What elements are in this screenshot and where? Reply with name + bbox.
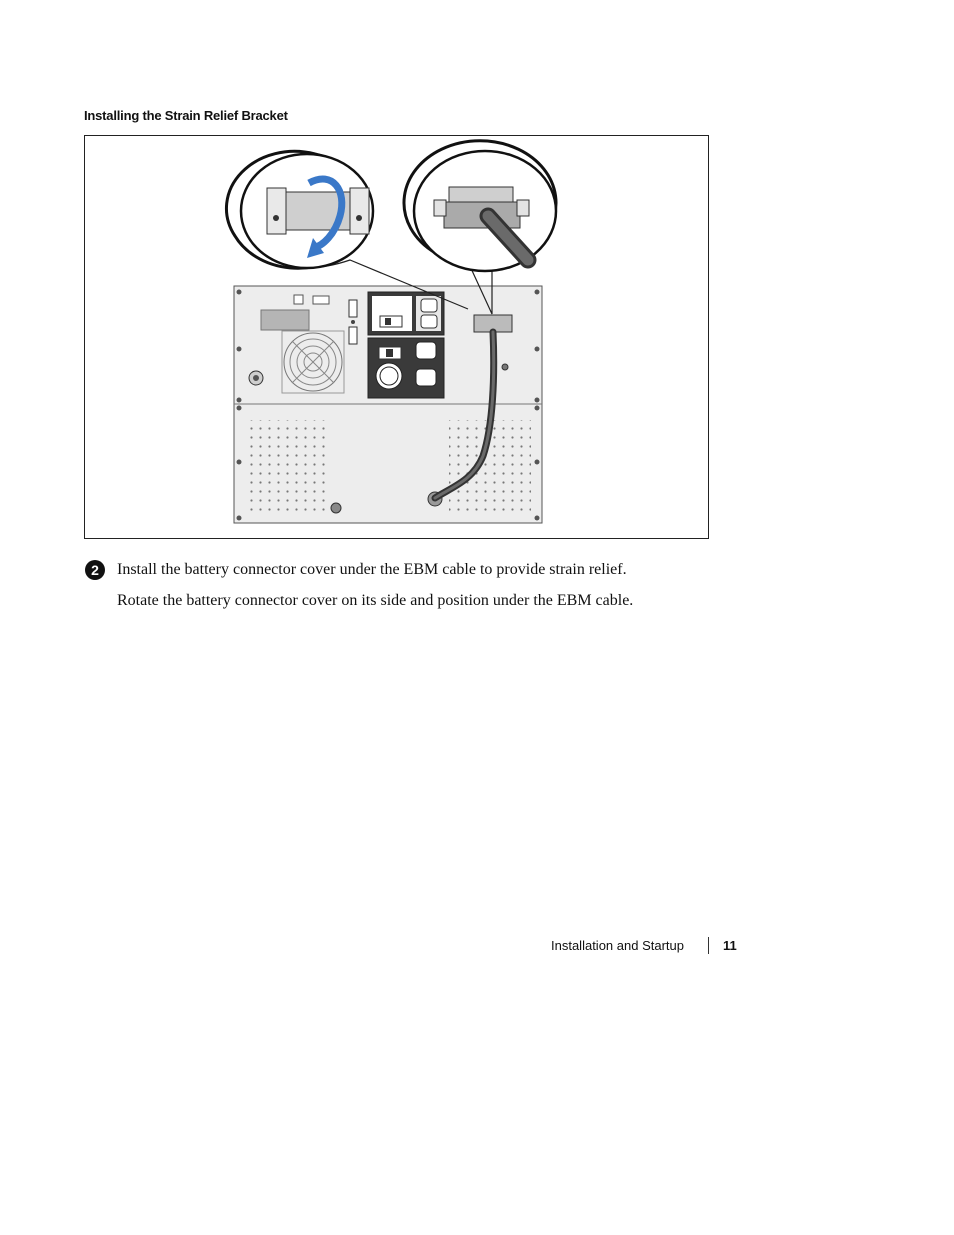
footer-divider (708, 937, 709, 954)
step-instruction: Install the battery connector cover under the EBM cable to provide strain relief. (117, 561, 627, 578)
hardwire-receptacle-module (368, 338, 444, 398)
figure-title: Installing the Strain Relief Bracket (84, 108, 288, 123)
output-receptacle-module (368, 292, 444, 335)
strain-relief-illustration (85, 136, 708, 538)
ups-rear-panel (234, 286, 542, 523)
cover-position-callout (404, 141, 556, 271)
page-number: 11 (723, 938, 737, 953)
step-number-badge: 2 (85, 560, 105, 580)
step-detail: Rotate the battery connector cover on its side and position under the EBM cable. (117, 592, 634, 609)
bracket-rotation-callout (226, 151, 373, 268)
footer-section-title: Installation and Startup (551, 938, 684, 953)
figure-frame (84, 135, 709, 539)
